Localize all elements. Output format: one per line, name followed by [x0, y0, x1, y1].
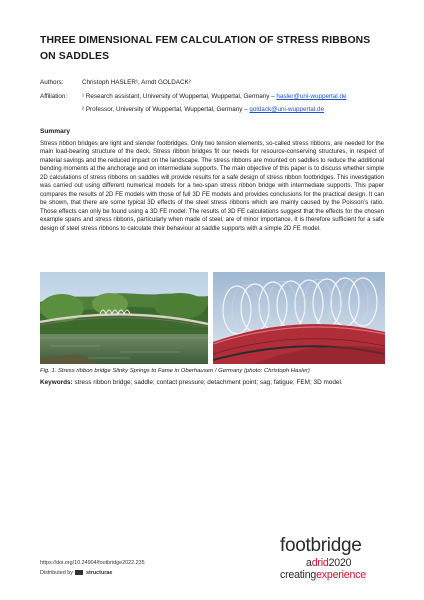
distributed-label: Distributed by [40, 570, 73, 576]
distributor-name: structurae [85, 570, 113, 576]
paper-title: THREE DIMENSIONAL FEM CALCULATION OF STRESS RIBBONS ON SADDLES [40, 35, 371, 62]
keywords [40, 379, 385, 386]
footbridge-logo-word: footbridge [280, 535, 362, 556]
email-link-goldack[interactable]: goldack@uni-wuppertal.de [249, 106, 325, 113]
footbridge-logo-subtitle: adrid2020 [306, 557, 352, 569]
keywords-text: stress ribbon bridge; saddle; contact pressure; detachment point; sag; fatigue; FEM; 3D model. [74, 379, 343, 386]
summary-heading: Summary [40, 128, 71, 135]
figure-photo-left [40, 272, 208, 364]
footbridge-logo-tagline: creatingexperience [280, 569, 366, 581]
keywords-label: Keywords: [40, 379, 73, 386]
affiliation-2 [82, 105, 324, 114]
affiliation-2-text: ² Professor, University of Wuppertal, Wuppertal, Germany – [82, 106, 250, 113]
structurae-logo-icon [75, 570, 83, 575]
doi-link[interactable]: https://doi.org/10.24904/footbridge2022.235 [40, 560, 145, 566]
email-link-hasler[interactable]: hasler@uni-wuppertal.de [276, 93, 347, 100]
distributed-by [40, 570, 112, 576]
affiliation-1 [82, 92, 346, 101]
affiliation-label: Affiliation: [40, 93, 68, 100]
authors: Christoph HASLER¹, Arndt GOLDACK² [82, 79, 191, 86]
authors-label: Authors: [40, 79, 64, 86]
affiliation-1-text: ¹ Research assistant, University of Wuppertal, Wuppertal, Germany – [82, 93, 277, 100]
figure-caption: Fig. 1. Stress ribbon bridge Slinky Springs to Fame in Oberhausen / Germany (photo: Christoph Hasler) [40, 368, 310, 374]
figure-photo-right [213, 272, 385, 364]
abstract-text: Stress ribbon bridges are light and slender footbridges. Only two tension elements, so-called stress ribbons, are needed for the main load-bearing structure of the deck. Stress ribbon bridges fit our needs for resource-conserving structures, in respect of material savings and the reduced impact on the landscape. The stress ribbons are mounted on saddles to reduce the additional bending moments at the anchorage and on intermediate supports. The main objective of this paper is to discuss whether simple 2D calculations of stress ribbons on saddles will provide results for a safe design of stress ribbon footbridges. This investigation was carried out using different numerical models for a two-span stress ribbon bridge with intermediate supports. This paper compares the results of 2D FE models with those of full 3D FE models and provides conclusions for the practical design. It can be shown, that there are some typical 3D effects of the steel stress ribbons which are mainly caused by the Poisson’s ratio. Those effects can only be found using a 3D FE model. The results of 3D FE calculations suggest that the effects for the chosen example spans and stress ribbons, particularly when made of steel, are of minor importance. It is therefore sufficient for a safe design of steel stress ribbons to calculate their behaviour at saddle supports with a simple 2D FE model. [40, 140, 384, 232]
